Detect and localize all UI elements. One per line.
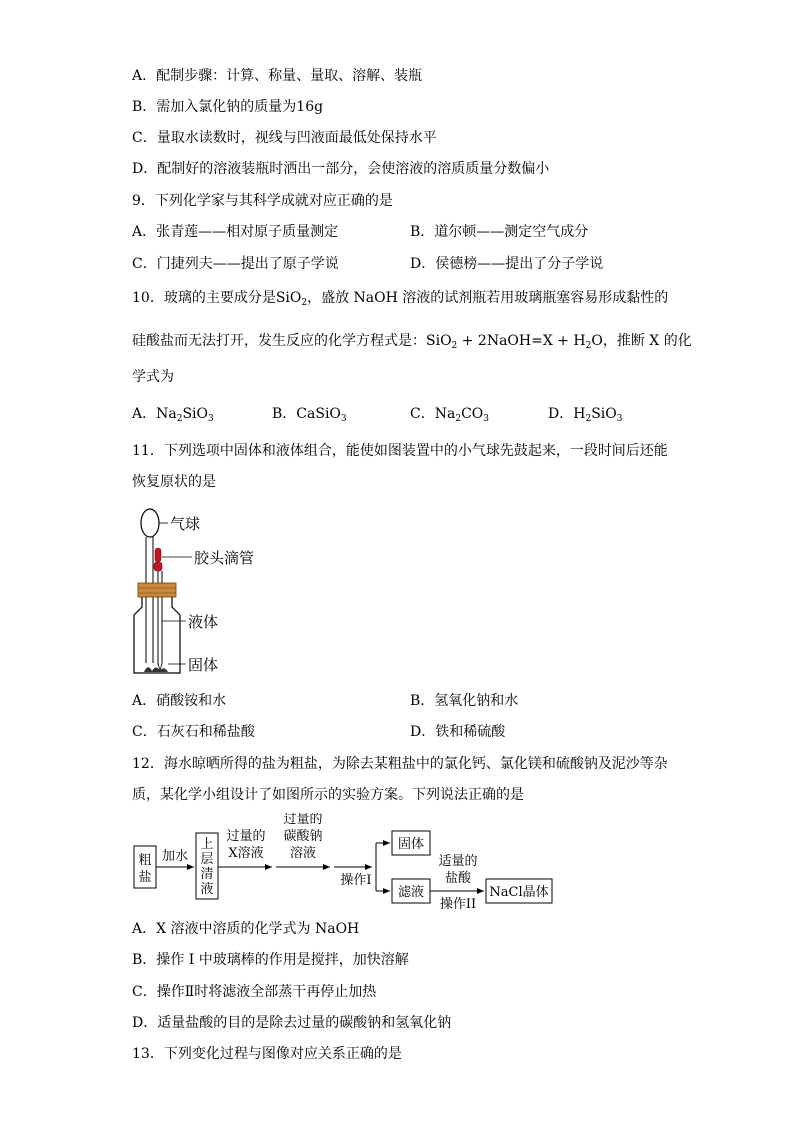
label-solid: 固体 [188,656,219,674]
label-liquid: 液体 [188,613,219,631]
purification-flowchart [122,813,562,913]
crude-salt-text: 粗 [138,853,152,868]
q12-option-a: A．X 溶液中溶质的化学式为 NaOH [132,921,360,937]
q10-option-c [410,405,489,428]
q10-stem-c: 硅酸盐而无法打开，发生反应的化学方程式是： [132,333,426,349]
q11-option-d: D．铁和稀硫酸 [410,724,506,740]
q9-option-b: B．道尔顿——测定空气成分 [410,224,589,240]
subscript: 3 [483,414,489,424]
q10-option-d [548,405,622,428]
solid-text: 固体 [397,837,425,852]
q10-option-a [132,405,214,428]
q10-stem-b: ，盛放 NaOH 溶液的试剂瓶若用玻璃瓶塞容易形成黏性的 [307,290,669,306]
label-na-2: 碳酸钠 [283,829,323,844]
q10-stem-line3: 学式为 [132,369,174,385]
subscript: 2 [585,414,592,424]
q11-stem-line2: 恢复原状的是 [132,474,216,490]
eq-part: SiO [426,333,452,349]
upper-layer-text: 液 [200,882,214,897]
bottle-shape [134,597,180,673]
q11-option-c: C．石灰石和稀盐酸 [132,724,255,740]
label-na-3: 溶液 [289,846,317,861]
q10-stem-line2 [132,332,692,355]
q8-option-a: A．配制步骤：计算、称量、量取、溶解、装瓶 [132,68,423,84]
label-na-1: 过量的 [283,813,323,827]
q10-stem-d: ，推断 X 的化 [602,333,692,349]
label-acid-1: 适量的 [438,854,478,869]
label-x-2: X溶液 [228,846,264,861]
dropper-bulb-lower [154,562,162,571]
option-label: B． [272,406,297,422]
q11-option-b: B．氢氧化钠和水 [410,693,519,709]
q10-option-b [272,405,347,428]
label-add-water: 加水 [161,849,189,864]
label-balloon: 气球 [170,515,201,533]
subscript: 2 [585,341,592,351]
nacl-crystal-text: NaCl晶体 [489,885,549,900]
q13-stem: 13．下列变化过程与图像对应关系正确的是 [132,1046,402,1062]
q10-stem-a: 10．玻璃的主要成分是SiO [132,290,302,306]
q8-option-b: B．需加入氯化钠的质量为16g [132,99,324,115]
balloon-shape [141,509,159,537]
label-acid-2: 盐酸 [444,871,472,886]
solid-pile [144,667,168,672]
formula-part: Na [156,406,177,422]
q9-option-c: C．门捷列夫——提出了原子学说 [132,256,339,272]
formula-part: CO [461,406,484,422]
q12-stem-line2: 质，某化学小组设计了如图所示的实验方案。下列说法正确的是 [132,787,524,803]
q8-option-d: D．配制好的溶液装瓶时洒出一部分，会使溶液的溶质质量分数偏小 [132,161,550,177]
subscript: 3 [616,414,623,424]
label-x-1: 过量的 [226,829,266,844]
formula-part: Na [434,406,456,422]
q12-option-b: B．操作 I 中玻璃棒的作用是搅拌，加快溶解 [132,952,409,968]
q9-stem: 9．下列化学家与其科学成就对应正确的是 [132,193,393,209]
q12-stem-line1: 12．海水晾晒所得的盐为粗盐，为除去某粗盐中的氯化钙、氯化镁和硫酸钠及泥沙等杂 [132,756,668,772]
subscript: 3 [208,414,214,424]
q10-equation [426,333,603,349]
option-label: A． [132,406,157,422]
q9-option-d: D．侯德榜——提出了分子学说 [410,256,604,272]
q9-option-a: A．张青莲——相对原子质量测定 [132,224,339,240]
dropper-bulb-icon [155,548,161,562]
formula-part: SiO [591,406,617,422]
eq-part: O [591,333,603,349]
option-label: C． [410,406,435,422]
crude-salt-text: 盐 [138,870,152,885]
stopper-shape [138,583,176,597]
q10-stem-line1 [132,289,668,312]
q12-option-c: C．操作Ⅱ时将滤液全部蒸干再停止加热 [132,984,377,1000]
subscript: 2 [176,414,183,424]
subscript: 2 [455,414,462,424]
q12-option-d: D．适量盐酸的目的是除去过量的碳酸钠和氢氧化钠 [132,1015,452,1031]
upper-layer-text: 层 [200,852,214,867]
label-operation-1: 操作I [340,873,372,888]
subscript: 2 [451,341,458,351]
formula-part: SiO [182,406,209,422]
label-operation-2: 操作II [439,897,477,912]
label-dropper: 胶头滴管 [194,549,255,567]
upper-layer-text: 上 [200,837,214,852]
q11-stem-line1: 11．下列选项中固体和液体组合，能使如图装置中的小气球先鼓起来，一段时间后还能 [132,443,668,459]
balloon-apparatus-figure [122,505,282,680]
formula-part: H [573,406,586,422]
q11-option-a: A．硝酸铵和水 [132,693,227,709]
eq-part: + 2NaOH=X + H [457,333,586,349]
subscript: 3 [340,414,347,424]
filtrate-text: 滤液 [397,885,425,900]
upper-layer-text: 清 [200,867,214,882]
option-label: D． [548,406,574,422]
formula-part: CaSiO [296,406,341,422]
subscript: 2 [301,298,308,308]
q8-option-c: C．量取水读数时，视线与凹液面最低处保持水平 [132,130,437,146]
